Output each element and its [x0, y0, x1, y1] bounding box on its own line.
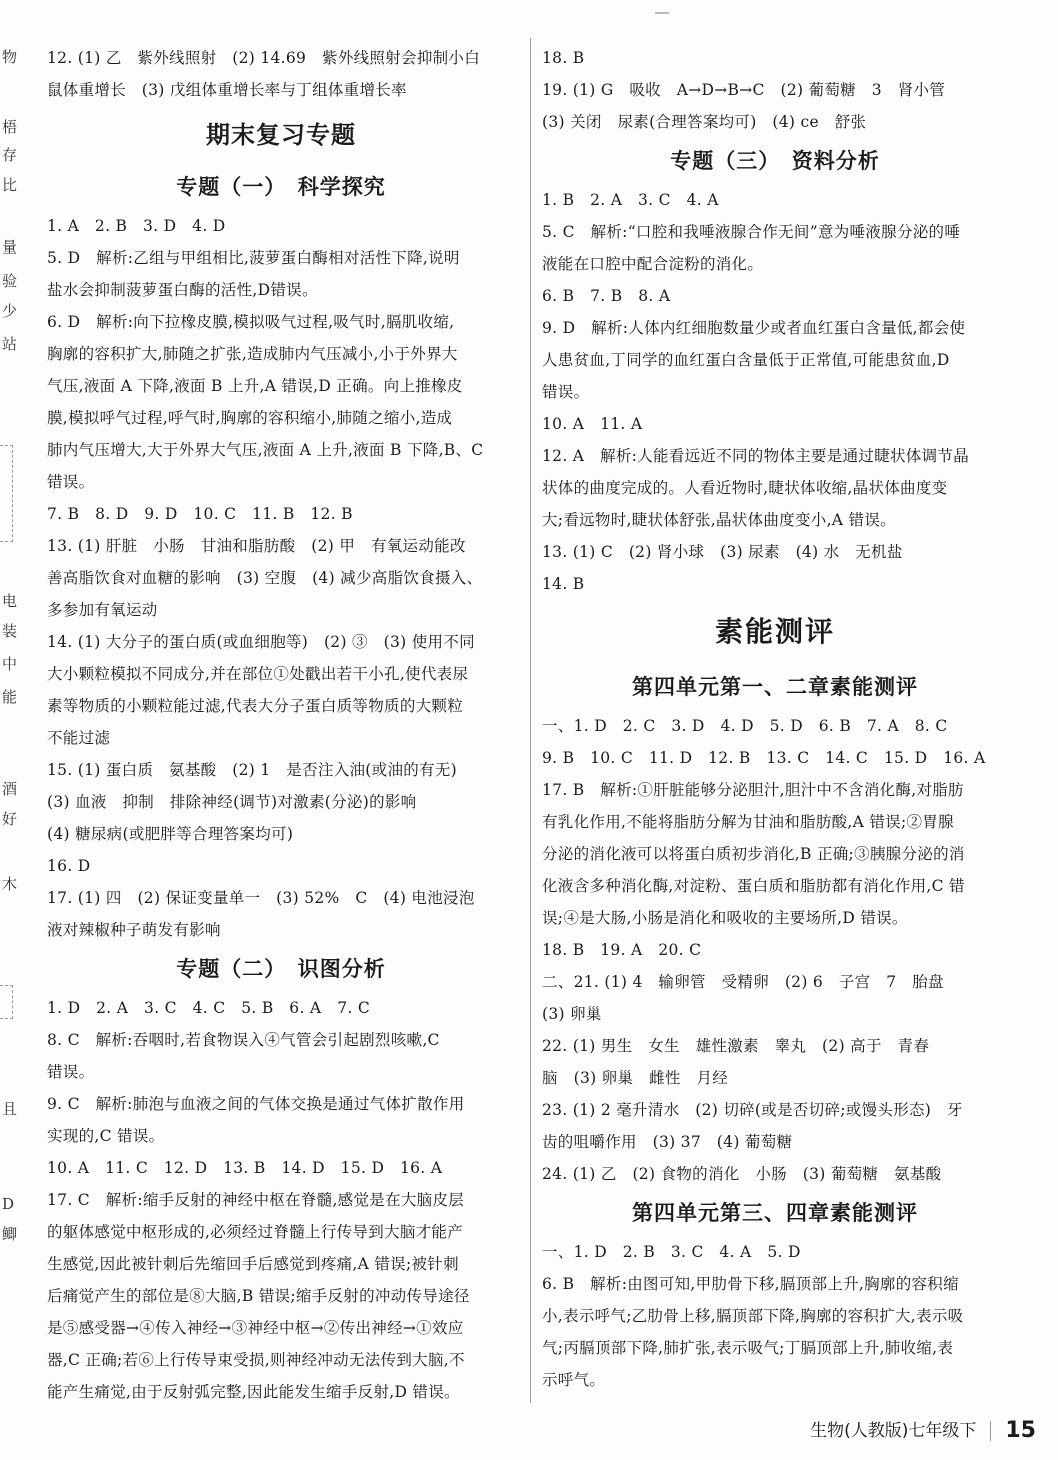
- answer-line: 17. (1) 四 (2) 保证变量单一 (3) 52% C (4) 电池浸泡: [47, 889, 475, 907]
- answer-line: 生感觉,因此被针刺后先缩回手后感觉到疼痛,A 错误;被针刺: [47, 1255, 459, 1273]
- answer-line: 小,表示呼气;乙肋骨上移,膈顶部下降,胸廓的容积扩大,表示吸: [542, 1307, 964, 1325]
- gutter-fragment: 站: [2, 335, 18, 353]
- section-subtitle: 第四单元第一、二章素能测评: [632, 675, 918, 699]
- answer-line: 二、21. (1) 4 输卵管 受精卵 (2) 6 子宫 7 胎盘: [542, 973, 944, 991]
- answer-line: 错误。: [47, 473, 95, 491]
- answer-line: 14. B: [542, 575, 585, 593]
- answer-line: 化液含多种消化酶,对淀粉、蛋白质和脂肪都有消化作用,C 错: [542, 877, 965, 895]
- gutter-fragment: 酒: [2, 780, 18, 798]
- answer-line: 9. B 10. C 11. D 12. B 13. C 14. C 15. D 16. A: [542, 749, 986, 767]
- top-mark: [655, 0, 669, 14]
- answer-line: 22. (1) 男生 女生 雄性激素 睾丸 (2) 高于 青春: [542, 1037, 930, 1055]
- major-section-title: 素能测评: [714, 615, 835, 648]
- answer-line: 6. B 7. B 8. A: [542, 287, 671, 305]
- answer-line: 1. B 2. A 3. C 4. A: [542, 191, 719, 209]
- answer-line: 后痛觉产生的部位是⑧大脑,B 错误;缩手反射的冲动传导途径: [47, 1287, 470, 1305]
- answer-line: 气;丙膈顶部下降,肺扩张,表示吸气;丁膈顶部上升,肺收缩,表: [542, 1339, 954, 1357]
- answer-line: 不能过滤: [47, 729, 111, 747]
- gutter-fragment: 装: [2, 622, 18, 640]
- answer-line: 17. C 解析:缩手反射的神经中枢在脊髓,感觉是在大脑皮层: [47, 1191, 465, 1209]
- answer-line: 6. B 解析:由图可知,甲肋骨下移,膈顶部上升,胸廓的容积缩: [542, 1275, 959, 1293]
- answer-line: 大;看远物时,睫状体舒张,晶状体曲度变小,A 错误。: [542, 511, 896, 529]
- page-number: 15: [1005, 1418, 1036, 1443]
- footer-separator: [990, 1421, 991, 1441]
- answer-line: 8. C 解析:吞咽时,若食物误入④气管会引起剧烈咳嗽,C: [47, 1031, 440, 1049]
- answer-line: 脑 (3) 卵巢 雌性 月经: [542, 1069, 729, 1087]
- gutter-fragment: 中: [2, 655, 18, 673]
- answer-line: 一、1. D 2. C 3. D 4. D 5. D 6. B 7. A 8. C: [542, 717, 948, 735]
- gutter-fragment: 木: [2, 875, 18, 893]
- answer-line: 齿的咀嚼作用 (3) 37 (4) 葡萄糖: [542, 1133, 793, 1151]
- answer-line: 19. (1) G 吸收 A→D→B→C (2) 葡萄糖 3 肾小管: [542, 81, 946, 99]
- answer-line: 5. D 解析:乙组与甲组相比,菠萝蛋白酶相对活性下降,说明: [47, 249, 460, 267]
- answer-line: 10. A 11. A: [542, 415, 643, 433]
- answer-line: 有乳化作用,不能将脂肪分解为甘油和脂肪酸,A 错误;②胃腺: [542, 813, 954, 831]
- gutter-fragment: 物: [2, 48, 18, 66]
- section-subtitle: 专题（一） 科学探究: [176, 175, 386, 199]
- answer-line: 分泌的消化液可以将蛋白质初步消化,B 正确;③胰腺分泌的消: [542, 845, 965, 863]
- gutter-fragment: 鲫: [2, 1225, 18, 1243]
- left-column: [47, 42, 515, 1408]
- section-subtitle: 专题（三） 资料分析: [670, 149, 880, 173]
- gutter-fragment: 好: [2, 810, 18, 828]
- answer-line: 13. (1) 肝脏 小肠 甘油和脂肪酸 (2) 甲 有氧运动能改: [47, 537, 466, 555]
- gutter-fragment: 验: [2, 272, 18, 290]
- gutter-fragment: 能: [2, 688, 18, 706]
- answer-line: (4) 糖尿病(或肥胖等合理答案均可): [47, 825, 294, 843]
- gutter-fragment: 梧: [2, 118, 18, 136]
- answer-line: 5. C 解析:“口腔和我唾液腺合作无间”意为唾液腺分泌的唾: [542, 223, 961, 241]
- answer-line: 18. B: [542, 49, 585, 67]
- answer-line: 10. A 11. C 12. D 13. B 14. D 15. D 16. A: [47, 1159, 443, 1177]
- answer-line: 一、1. D 2. B 3. C 4. A 5. D: [542, 1243, 801, 1261]
- answer-line: 能产生痛觉,由于反射弧完整,因此能发生缩手反射,D 错误。: [47, 1383, 460, 1401]
- gutter-fragment: 量: [2, 238, 18, 256]
- answer-line: 1. D 2. A 3. C 4. C 5. B 6. A 7. C: [47, 999, 370, 1017]
- gutter-dashed-box: [0, 445, 13, 542]
- answer-line: 实现的,C 错误。: [47, 1127, 165, 1145]
- answer-line: 素等物质的小颗粒能过滤,代表大分子蛋白质等物质的大颗粒: [47, 697, 464, 715]
- answer-line: 胸廓的容积扩大,肺随之扩张,造成肺内气压减小,小于外界大: [47, 345, 458, 363]
- answer-line: (3) 卵巢: [542, 1005, 602, 1023]
- answer-line: 的躯体感觉中枢形成的,必须经过脊髓上行传导到大脑才能产: [47, 1223, 464, 1241]
- answer-line: 18. B 19. A 20. C: [542, 941, 702, 959]
- answer-line: 示呼气。: [542, 1371, 606, 1389]
- answer-line: 15. (1) 蛋白质 氨基酸 (2) 1 是否注入油(或油的有无): [47, 761, 457, 779]
- column-divider: [530, 38, 531, 1403]
- answer-line: 16. D: [47, 857, 91, 875]
- gutter-fragment: D: [2, 1195, 15, 1213]
- answer-line: (3) 血液 抑制 排除神经(调节)对激素(分泌)的影响: [47, 793, 417, 811]
- answer-line: 盐水会抑制菠萝蛋白酶的活性,D错误。: [47, 281, 318, 299]
- answer-line: 善高脂饮食对血糖的影响 (3) 空腹 (4) 减少高脂饮食摄入、: [47, 569, 483, 587]
- gutter-fragment: 存: [2, 146, 18, 164]
- answer-line: 液对辣椒种子萌发有影响: [47, 921, 221, 939]
- answer-line: 鼠体重增长 (3) 戊组体重增长率与丁组体重增长率: [47, 81, 407, 99]
- answer-line: 液能在口腔中配合淀粉的消化。: [542, 255, 764, 273]
- gutter-fragment: 电: [2, 592, 18, 610]
- answer-line: 错误。: [542, 383, 590, 401]
- footer-subject: 生物(人教版)七年级下: [810, 1421, 977, 1441]
- left-gutter-fragments: [0, 0, 26, 1420]
- answer-line: 肺内气压增大,大于外界大气压,液面 A 上升,液面 B 下降,B、C: [47, 441, 484, 459]
- answer-line: 1. A 2. B 3. D 4. D: [47, 217, 226, 235]
- answer-line: 状体的曲度完成的。人看近物时,睫状体收缩,晶状体曲度变: [542, 479, 948, 497]
- gutter-fragment: 比: [2, 176, 18, 194]
- answer-line: 错误。: [47, 1063, 95, 1081]
- section-subtitle: 专题（二） 识图分析: [176, 957, 386, 981]
- answer-line: 器,C 正确;若⑥上行传导束受损,则神经冲动无法传到大脑,不: [47, 1351, 465, 1369]
- answer-line: 12. A 解析:人能看远近不同的物体主要是通过睫状体调节晶: [542, 447, 969, 465]
- answer-line: 23. (1) 2 毫升清水 (2) 切碎(或是否切碎;或馒头形态) 牙: [542, 1101, 963, 1119]
- right-column: [542, 42, 1008, 1396]
- answer-line: 7. B 8. D 9. D 10. C 11. B 12. B: [47, 505, 353, 523]
- answer-line: 12. (1) 乙 紫外线照射 (2) 14.69 紫外线照射会抑制小白: [47, 49, 481, 67]
- answer-line: 17. B 解析:①肝脏能够分泌胆汁,胆汁中不含消化酶,对脂肪: [542, 781, 964, 799]
- gutter-fragment: 少: [2, 302, 18, 320]
- answer-line: 13. (1) C (2) 肾小球 (3) 尿素 (4) 水 无机盐: [542, 543, 903, 561]
- answer-line: 人患贫血,丁同学的血红蛋白含量低于正常值,可能患贫血,D: [542, 351, 950, 369]
- answer-line: 是⑤感受器→④传入神经→③神经中枢→②传出神经→①效应: [47, 1319, 464, 1337]
- answer-line: 6. D 解析:向下拉橡皮膜,模拟吸气过程,吸气时,膈肌收缩,: [47, 313, 455, 331]
- answer-line: 9. C 解析:肺泡与血液之间的气体交换是通过气体扩散作用: [47, 1095, 465, 1113]
- page-footer: [810, 1416, 1036, 1446]
- answer-line: 膜,模拟呼气过程,呼气时,胸廓的容积缩小,肺随之缩小,造成: [47, 409, 453, 427]
- answer-line: 9. D 解析:人体内红细胞数量少或者血红蛋白含量低,都会使: [542, 319, 966, 337]
- answer-line: 多参加有氧运动: [47, 601, 158, 619]
- section-subtitle: 第四单元第三、四章素能测评: [632, 1201, 918, 1225]
- answer-line: 气压,液面 A 下降,液面 B 上升,A 错误,D 正确。向上推橡皮: [47, 377, 463, 395]
- answer-line: 24. (1) 乙 (2) 食物的消化 小肠 (3) 葡萄糖 氨基酸: [542, 1165, 942, 1183]
- answer-line: 14. (1) 大分子的蛋白质(或血细胞等) (2) ③ (3) 使用不同: [47, 633, 475, 651]
- section-title: 期末复习专题: [206, 121, 356, 149]
- gutter-fragment: 且: [2, 1100, 18, 1118]
- answer-line: (3) 关闭 尿素(合理答案均可) (4) ce 舒张: [542, 113, 867, 131]
- answer-line: 误;④是大肠,小肠是消化和吸收的主要场所,D 错误。: [542, 909, 908, 927]
- answer-line: 大小颗粒模拟不同成分,并在部位①处戳出若干小孔,使代表尿: [47, 665, 469, 683]
- gutter-dashed-box: [0, 985, 13, 1019]
